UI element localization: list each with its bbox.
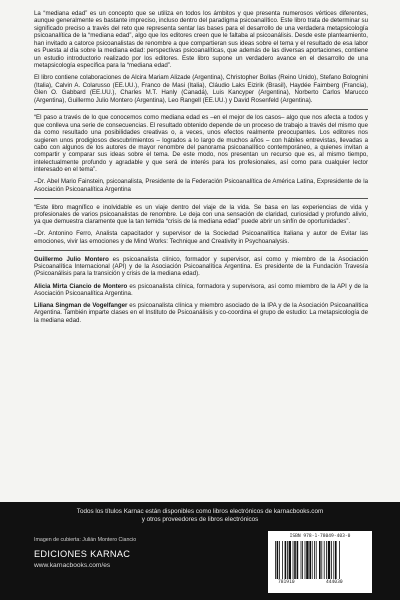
availability-line: y otros proveedores de libros electrónicos xyxy=(141,515,259,523)
review-attribution: –Dr. Abel Mario Fainstein, psicoanalista, Presidente de la Federación Psicoanalítica de América Latina, Expresidente de la Asociación Psicoanalítica Argentina xyxy=(34,178,368,193)
section-divider xyxy=(34,109,368,110)
publisher-name: EDICIONES KARNAC xyxy=(34,549,131,559)
editor-name: Guillermo Julio Montero xyxy=(34,255,109,263)
section-divider xyxy=(34,250,368,251)
editor-bio-text: es psicoanalista clínica, formadora y supervisora, así como miembro de la API y de la Asociación Psicoanalítica Argentina. xyxy=(34,282,368,297)
editor-bio-text: es psicoanalista clínico, formador y supervisor, así como y miembro de la Asociación Psicoanalítica Internacional (API) y de la Asociación Psicoanalítica Argentina. Es presidente de la Fundación Travesía (Psicoanálisis para la transición y crisis de la mediana edad). xyxy=(34,255,368,278)
back-cover-text xyxy=(34,10,368,329)
contributors-paragraph: El libro contiene colaboraciones de Alcira Mariam Alizade (Argentina), Christopher Bollas (Reino Unido), Stefano Bolognini (Italia), Calvin A. Colarusso (EE.UU.), Franco de Masi (Italia), Cláudio Laks Eizirik (Brasil), Haydée Faimberg (Francia), Glen O. Gabbard (EE.UU.), Charles M.T. Hanly (Canadá), Luis Kancyper (Argentina), Norberto Carlos Marucco (Argentina), Guillermo Julio Montero (Argentina), Leo Rangell (EE.UU.) y David Rosenfeld (Argentina). xyxy=(34,74,368,104)
editor-bio xyxy=(34,256,368,278)
ean-digits-left: 781910 xyxy=(278,580,295,585)
synopsis-paragraph: La “mediana edad” es un concepto que se utiliza en todos los ámbitos y que presenta numerosos vértices diferentes, aunque generalmente es bastante impreciso, incluso dentro del paradigma psicoanalítico. Este libro trata de determinar su significado preciso a través del reto que representa sentar las bases para el desarrollo de una verdadera metapsicología psicoanalítica de la “mediana edad”, algo que los editores creen que le faltaba al psicoanálisis. Desde este planteamiento, han invitado a catorce psicoanalistas de renombre a que compartieran sus ideas sobre el tema y el resultado de esa labor es Puesta al día sobre la mediana edad: perspectivas psicoanalíticas, que además de las diversas aportaciones, contiene un estudio introductorio realizado por los editores. Este libro supone un verdadero avance en el desarrollo de una metapsicología específica para la “mediana edad”. xyxy=(34,10,368,70)
isbn-barcode xyxy=(268,531,372,593)
availability-line: Todos los títulos Karnac están disponibles como libros electrónicos de karnacbooks.com xyxy=(76,508,324,515)
section-divider xyxy=(34,198,368,199)
editor-bio-text: es psicoanalista clínica y miembro asociado de la IPA y de la Asociación Psicoanalítica Argentina. También imparte clases en el Instituto de Psicoanálisis y co-coordina el grupo de estudio: La metapsicología de la mediana edad. xyxy=(34,302,368,324)
ebook-availability xyxy=(0,508,400,523)
isbn-label: ISBN 978-1-78049-403-0 xyxy=(289,534,351,539)
editor-bio xyxy=(34,283,368,298)
publisher-website: www.karnacbooks.com/es xyxy=(34,562,111,569)
barcode-bars-icon xyxy=(274,541,366,579)
editor-name: Liliana Singman de Vogelfanger xyxy=(34,302,128,310)
editor-bio xyxy=(34,302,368,324)
ean-digits-right: 444030 xyxy=(326,580,343,585)
review-attribution: –Dr. Antonino Ferro, Analista capacitador y supervisor de la Sociedad Psicoanalítica Italiana y autor de Evitar las emociones, vivir las emociones y de Mind Works: Technique and Creativity in Psychoanalysis. xyxy=(34,230,368,245)
review-quote: “El paso a través de lo que conocemos como mediana edad es –en el mejor de los casos– algo que nos afecta a todos y que conlleva una serie de consecuencias. El resultado obtenido depende de un proceso de trabajo a través del mismo que da como resultado una posibilidades creativas o, a veces, unos efectos realmente preocupantes. Los editores nos sugieren unos prodigiosos descubrimientos – logrados a lo largo de muchos años – con hábiles entrevistas, llevadas a cabo con algunos de los autores de mayor renombre del panorama psicoanalítico contemporáneo, a quienes invitan a compartir y comparar sus ideas sobre el tema. De este modo, nos presentan un recurso que es, al mismo tiempo, intelectualmente profundo y agradable y que será de interés para los profesionales, así como para cualquier lector interesado en el tema”. xyxy=(34,114,368,174)
review-quote: “Este libro magnífico e inolvidable es un viaje dentro del viaje de la vida. Se basa en las experiencias de vida y profesionales de varios psicoanalistas de renombre. Le deja con una sensación de claridad, curiosidad y profundo alivio, ya que demuestra claramente que la tan temida “crisis de la mediana edad” puede abrir un sinfín de oportunidades”. xyxy=(34,203,368,226)
cover-credit: Imagen de cubierta: Julián Montero Ciancio xyxy=(34,537,137,543)
editor-name: Alicia Mirta Ciancio de Montero xyxy=(34,282,128,290)
